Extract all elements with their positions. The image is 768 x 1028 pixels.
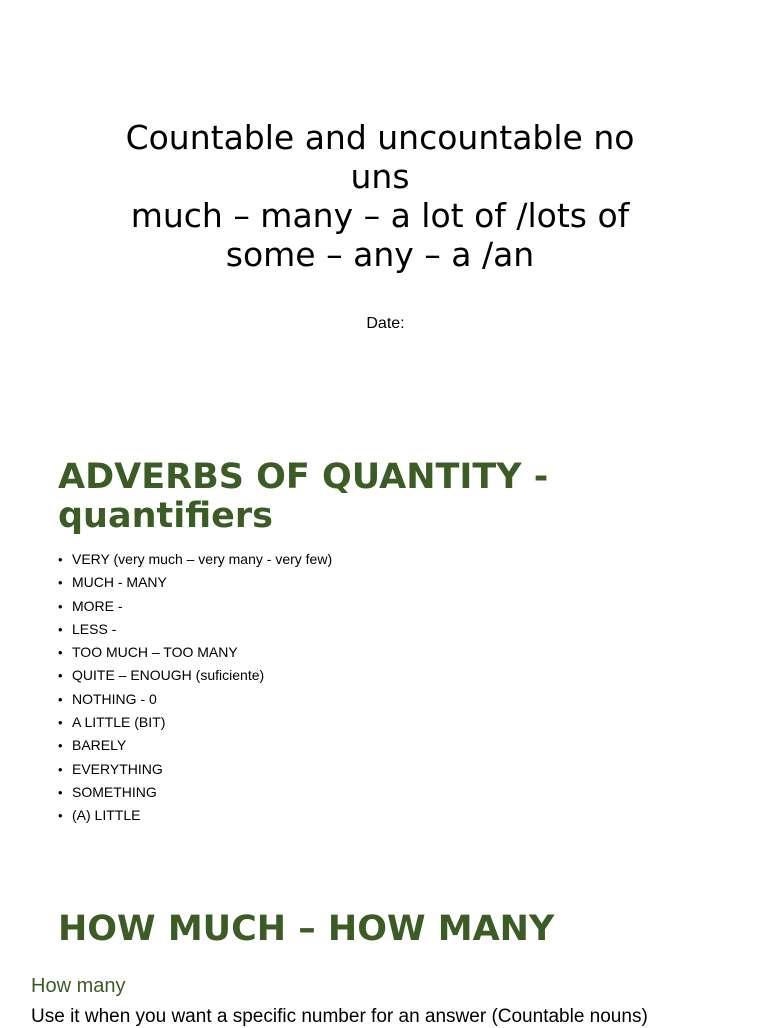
bullet-icon: •: [58, 575, 63, 591]
bullet-icon: •: [58, 668, 63, 684]
bullet-icon: •: [58, 715, 63, 731]
list-item: [58, 781, 332, 804]
bullet-icon: •: [58, 808, 63, 824]
list-item: [58, 618, 332, 641]
list-item-text: LESS -: [72, 620, 117, 637]
slide-title: [60, 118, 700, 274]
bullet-icon: •: [58, 552, 63, 567]
list-item: [58, 664, 332, 687]
list-item: [58, 548, 332, 571]
list-item-text: MUCH - MANY: [72, 574, 167, 591]
list-item-text: TOO MUCH – TOO MANY: [72, 644, 238, 661]
list-item-text: EVERYTHING: [72, 760, 163, 777]
list-item: [58, 641, 332, 664]
adverbs-heading: [58, 458, 738, 536]
how-much-heading: HOW MUCH – HOW MANY: [58, 909, 555, 949]
adverb-list: [58, 548, 332, 828]
list-item-text: A LITTLE (BIT): [72, 714, 166, 731]
list-item: [58, 595, 332, 618]
list-item-text: BARELY: [72, 737, 127, 754]
title-line: uns: [350, 157, 410, 196]
list-item-text: MORE -: [72, 597, 123, 614]
title-line: some – any – a /an: [225, 235, 535, 274]
list-item: [58, 804, 332, 827]
bullet-icon: •: [58, 738, 63, 754]
list-item: [58, 571, 332, 594]
list-item: [58, 688, 332, 711]
bullet-icon: •: [58, 645, 63, 661]
how-many-explanation: Use it when you want a specific number for an answer (Countable nouns): [31, 1006, 648, 1027]
bullet-icon: •: [58, 761, 63, 777]
bullet-icon: •: [58, 598, 63, 614]
list-item-text: QUITE – ENOUGH (suficiente): [72, 667, 265, 684]
list-item-text: SOMETHING: [72, 783, 157, 800]
bullet-icon: •: [58, 621, 63, 637]
title-line: much – many – a lot of /lots of: [130, 196, 630, 235]
heading-line: quantifiers: [58, 496, 274, 536]
heading-line: ADVERBS OF QUANTITY -: [58, 457, 549, 497]
how-many-subheading: How many: [31, 975, 126, 997]
title-line: Countable and uncountable no: [125, 118, 635, 157]
list-item-text: (A) LITTLE: [72, 807, 141, 824]
list-item: [58, 758, 332, 781]
bullet-icon: •: [58, 784, 63, 800]
bullet-icon: •: [58, 691, 63, 707]
list-item-text: VERY (very much – very many - very few): [72, 551, 333, 567]
list-item: [58, 734, 332, 757]
list-item: [58, 711, 332, 734]
date-label: Date:: [366, 315, 405, 332]
list-item-text: NOTHING - 0: [72, 690, 157, 707]
